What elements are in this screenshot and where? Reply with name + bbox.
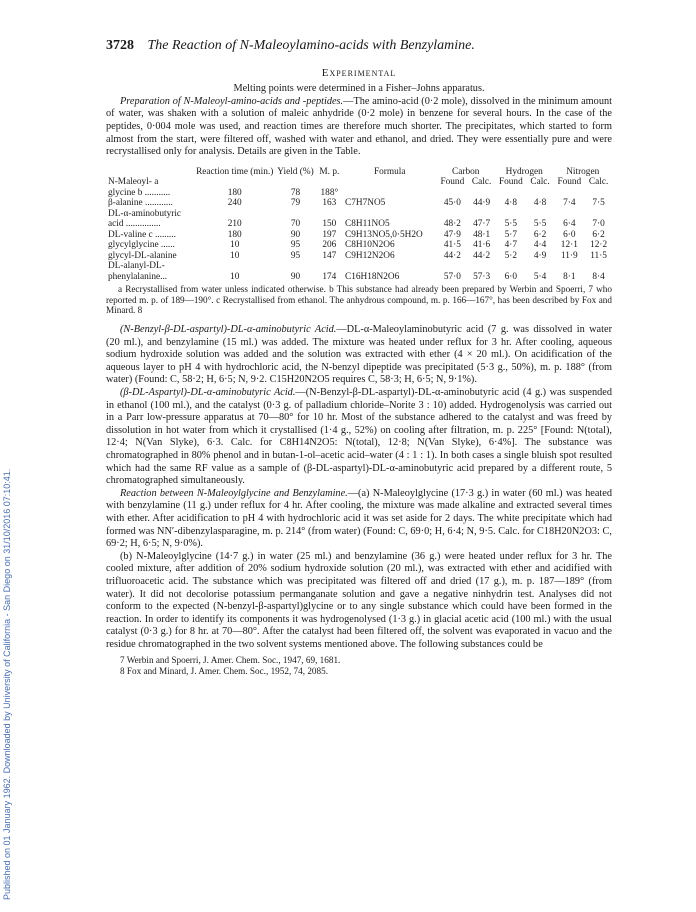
page-header <box>106 40 612 53</box>
cell-yield: 78 <box>290 187 301 198</box>
cell-yield <box>275 261 315 272</box>
cell-time: 210 <box>227 219 242 230</box>
reference-7: 7 Werbin and Spoerri, J. Amer. Chem. Soc., 1947, 69, 1681. <box>120 655 341 666</box>
running-title: The Reaction of N-Maleoylamino-acids with Benzylamine. <box>147 38 475 53</box>
cell-formula: C8H10N2O6 <box>345 240 395 251</box>
cell-yield: 79 <box>290 198 301 209</box>
cell-mp: 174 <box>322 271 337 282</box>
table-row <box>106 261 612 272</box>
table-row <box>106 240 612 251</box>
cell-cc <box>468 209 495 220</box>
paper-page <box>106 40 612 677</box>
page-number: 3728 <box>106 38 134 53</box>
cell-name: glycyl-DL-alanine <box>108 250 177 261</box>
intro-text: Melting points were determined in a Fisher–Johns apparatus. <box>233 83 485 95</box>
cell-nf: 12·1 <box>560 240 578 251</box>
para-reaction-b: (b) N-Maleoylglycine (14·7 g.) in water (25 ml.) and benzylamine (36 g.) were heated under reflux for 3 hr. The cooled mixture, after addition of 20% sodium hydroxide solution (20 ml.), was extracted with ether and acidified with trifluoroacetic acid. The substance which was precipitated was filtered off and dried (17 g.), m. p. 187—189° (from water). It did not decolorise potassium permanganate solution and gave a negative ninhydrin test. Analyses did not conform to the expected (N-benzyl-β-aspartyl)glycine or to any single substance which could have been formed in the reaction. In order to identify its components it was hydrogenolysed (1·3 g.) in glacial acetic acid (100 ml.) with the usual catalyst (0·3 g.) for 8 hr. at 70—80°. After the catalyst had been filtered off, the solvent was evaporated in vacuo and the residue chromatographed in the two solvent systems mentioned above. The following substances could be <box>106 550 612 650</box>
cell-cf <box>436 188 468 199</box>
cell-cc: 47·7 <box>473 219 491 230</box>
cell-nc <box>585 188 612 199</box>
cell-cf: 41·5 <box>443 240 461 251</box>
cell-cc: 44·2 <box>473 250 491 261</box>
cell-nf: 7·4 <box>563 198 576 209</box>
references <box>106 655 612 676</box>
cell-nf: 11·9 <box>560 250 578 261</box>
cell-hf: 4·8 <box>504 198 518 209</box>
cell-hf <box>495 261 527 272</box>
cell-nf <box>553 188 585 199</box>
cell-time: 10 <box>230 250 240 261</box>
table-row <box>106 209 612 220</box>
cell-cc: 48·1 <box>473 229 491 240</box>
cell-hc <box>527 261 554 272</box>
cell-cc <box>468 188 495 199</box>
cell-name: glycine b ........... <box>108 187 171 198</box>
table-footnote-text: a Recrystallised from water unless indicated otherwise. b This substance had already been prepared by Werbin and Spoerri, 7 who reported m. p. of 189—190°. c Recrystallised from ethanol. The anhydrous compound, m. p. 166—167°, has been described by Fox and Minard. 8 <box>106 284 612 316</box>
cell-mp <box>316 261 343 272</box>
cell-formula: C9H13NO5,0·5H2O <box>345 229 423 240</box>
cell-cc: 41·6 <box>473 240 491 251</box>
cell-nf <box>553 209 585 220</box>
col-reaction-time: Reaction time (min.) <box>196 166 274 177</box>
cell-cf: 48·2 <box>443 219 461 230</box>
cell-nc: 8·4 <box>592 271 605 282</box>
cell-nc <box>585 209 612 220</box>
found-label: Found <box>440 177 465 188</box>
reference-8: 8 Fox and Minard, J. Amer. Chem. Soc., 1952, 74, 2085. <box>120 666 328 677</box>
cell-hc: 5·4 <box>533 271 547 282</box>
prep-paragraph <box>106 96 612 159</box>
cell-yield: 70 <box>290 219 301 230</box>
cell-nf <box>553 261 585 272</box>
cell-hc: 4·4 <box>533 240 547 251</box>
cell-cf: 57·0 <box>443 271 461 282</box>
found-label: Found <box>557 177 582 188</box>
para-aspartyl <box>106 387 612 488</box>
cell-time <box>194 209 275 220</box>
cell-yield: 90 <box>290 229 301 240</box>
calc-label: Calc. <box>530 177 550 188</box>
cell-hf: 4·7 <box>504 240 518 251</box>
cell-hc: 6·2 <box>533 229 547 240</box>
prep-heading: Preparation of N-Maleoyl-amino-acids and -peptides. <box>120 95 344 107</box>
cell-formula: C16H18N2O6 <box>345 271 400 282</box>
cell-yield: 95 <box>290 240 301 251</box>
cell-mp: 197 <box>322 229 337 240</box>
cell-nf: 8·1 <box>563 271 576 282</box>
cell-mp: 163 <box>322 198 337 209</box>
cell-hc: 5·5 <box>533 219 547 230</box>
cell-yield: 95 <box>290 250 301 261</box>
para3-heading: Reaction between N-Maleoylglycine and Benzylamine. <box>120 487 348 499</box>
cell-cc <box>468 261 495 272</box>
cell-nc: 7·0 <box>592 219 605 230</box>
cell-hf: 5·5 <box>504 219 518 230</box>
table-row <box>106 251 612 262</box>
para-reaction-a <box>106 488 612 551</box>
cell-formula <box>343 188 436 199</box>
cell-cf: 45·0 <box>443 198 461 209</box>
download-watermark-text: Published on 01 January 1962. Downloaded by University of California - San Diego on 31/10/2016 07:10:41. <box>2 468 12 900</box>
cell-name: β-alanine ............ <box>108 198 173 209</box>
cell-nc: 11·5 <box>590 250 607 261</box>
cell-name: glycylglycine ...... <box>108 240 175 251</box>
cell-hc: 4·9 <box>533 250 547 261</box>
cell-time <box>194 261 275 272</box>
col-mp: M. p. <box>319 166 340 177</box>
table-row <box>106 230 612 241</box>
col-nitrogen: Nitrogen <box>566 166 600 177</box>
cell-name: DL-α-aminobutyric <box>108 208 182 219</box>
para-benzyl-aspartyl <box>106 324 612 387</box>
cell-yield <box>275 209 315 220</box>
cell-mp: 188° <box>320 187 339 198</box>
cell-hc: 4·8 <box>533 198 547 209</box>
col-carbon: Carbon <box>452 166 480 177</box>
table-row <box>106 272 612 283</box>
found-label: Found <box>498 177 523 188</box>
cell-yield: 90 <box>290 271 301 282</box>
table-row <box>106 188 612 199</box>
col-hydrogen: Hydrogen <box>505 166 543 177</box>
table-row <box>106 219 612 230</box>
para2-text: —(N-Benzyl-β-DL-aspartyl)-DL-α-aminobutyric acid (4 g.) was suspended in ethanol (100 ml.), and the catalyst (0·3 g. of palladium chloride–Norite 3 : 10) added. Hydrogenolysis was carried out in a Parr low-pressure apparatus at 70—80° for 10 hr. Most of the substance adhered to the catalyst and was freed by dissolution in hot water from which it crystallised (1·4 g., 52%) on cooling after filtration, m. p. 225° [Found: N(total), 12·4; N(Van Slyke), 6·3. Calc. for C8H14N2O5: N(total), 12·8; N(Van Slyke), 6·4%]. The substance was chromatographed in 80% phenol and in butan-1-ol–acetic acid–water (4 : 1 : 1). In both cases a single bluish spot resulted which had the same RF value as a sample of (β-DL-aspartyl)-DL-α-aminobutyric acid prepared by a different route, 5 chromatographed simultaneously. <box>106 387 612 487</box>
cell-cc: 57·3 <box>473 271 491 282</box>
cell-hc <box>527 188 554 199</box>
cell-nc <box>585 261 612 272</box>
cell-name: acid ............... <box>108 219 161 230</box>
cell-nc: 6·2 <box>592 229 605 240</box>
cell-formula: C7H7NO5 <box>345 198 386 209</box>
compound-table <box>106 167 612 283</box>
cell-hf: 5·7 <box>504 229 518 240</box>
table-footnote <box>106 284 612 316</box>
para1-heading: (N-Benzyl-β-DL-aspartyl)-DL-α-aminobutyric Acid. <box>120 324 337 336</box>
cell-nf: 6·0 <box>563 229 576 240</box>
cell-mp: 206 <box>322 240 337 251</box>
cell-cf <box>436 261 468 272</box>
cell-formula <box>343 261 436 272</box>
cell-name: DL-alanyl-DL- <box>108 261 165 272</box>
cell-hf <box>495 188 527 199</box>
cell-time: 180 <box>227 229 242 240</box>
cell-nc: 12·2 <box>590 240 608 251</box>
cell-nf: 6·4 <box>563 219 576 230</box>
cell-formula <box>343 209 436 220</box>
cell-mp: 150 <box>322 219 337 230</box>
para2-heading: (β-DL-Aspartyl)-DL-α-aminobutyric Acid. <box>120 387 296 398</box>
cell-name: DL-valine c ......... <box>108 229 176 240</box>
cell-mp: 147 <box>322 250 337 261</box>
cell-cf <box>436 209 468 220</box>
cell-hf <box>495 209 527 220</box>
para3-text: —(a) N-Maleoylglycine (17·3 g.) in water (60 ml.) was heated with benzylamine (11 g.) under reflux for 4 hr. After cooling, the mixture was made alkaline and extracted several times with ether. After acidification to pH 4 with hydrochloric acid it was set aside for 2 days. The white precipitate which had formed was NN′-dibenzylasparagine, m. p. 214° (from water) (Found: C, 69·0; H, 6·4; N, 9·5. Calc. for C18H20N2O3: C, 69·2; H, 6·5; N, 9·0%). <box>106 487 612 550</box>
para1-text: —DL-α-Maleoylaminobutyric acid (7 g. was dissolved in water (20 ml.), and benzylamine (15 ml.) was added. The mixture was heated under reflux for 3 hr. After cooling, aqueous sodium hydroxide solution was added and the solution was extracted with ether (4 × 20 ml.). On acidification of the aqueous layer to pH 4 with hydrochloric acid, the N-benzyl dipeptide was precipitated (5·3 g., 50%), m. p. 188° (from water) (Found: C, 58·2; H, 6·5; N, 9·2. C15H20N2O5 requires C, 58·3; H, 6·5; N, 9·1%). <box>106 324 612 386</box>
cell-formula: C9H12N2O6 <box>345 250 395 261</box>
table-row <box>106 198 612 209</box>
cell-cc: 44·9 <box>473 198 491 209</box>
cell-hf: 6·0 <box>504 271 518 282</box>
col-formula: Formula <box>373 166 406 177</box>
cell-hc <box>527 209 554 220</box>
row-label-header: N-Maleoyl- a <box>108 177 159 188</box>
cell-cf: 47·9 <box>443 229 461 240</box>
cell-cf: 44·2 <box>443 250 461 261</box>
cell-time: 180 <box>227 187 242 198</box>
cell-time: 10 <box>230 271 240 282</box>
cell-time: 240 <box>227 198 242 209</box>
cell-name: phenylalanine... <box>108 271 168 282</box>
section-title: Experimental <box>321 66 397 79</box>
prep-text: —The amino-acid (0·2 mole), dissolved in the minimum amount of water, was shaken with a solution of maleic anhydride (0·2 mole) in benzene for several hours. In the case of the peptides, 0·004 mole was used, and reaction times are therefore much shorter. The precipitates, which started to form almost from the start, were filtered off, washed with water and ethanol, and dried. They were essentially pure and were recrystallised only for analysis. Details are given in the Table. <box>106 95 612 158</box>
cell-time: 10 <box>230 240 240 251</box>
download-watermark <box>2 60 14 900</box>
cell-hf: 5·2 <box>504 250 518 261</box>
cell-mp <box>316 209 343 220</box>
cell-nc: 7·5 <box>592 198 605 209</box>
col-yield: Yield (%) <box>277 166 314 177</box>
calc-label: Calc. <box>471 177 492 188</box>
calc-label: Calc. <box>588 177 609 188</box>
cell-formula: C8H11NO5 <box>345 219 390 230</box>
